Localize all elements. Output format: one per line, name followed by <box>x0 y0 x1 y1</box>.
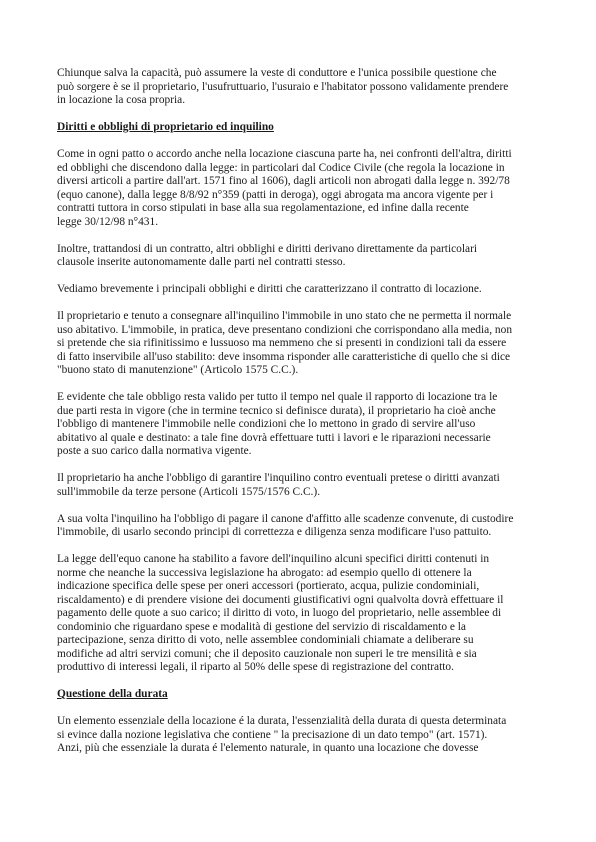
paragraph-obblighi-inquilino: A sua volta l'inquilino ha l'obbligo di pagare il canone d'affitto alle scadenze convenute, di custodire l'immobile, di usarlo secondo principi di correttezza e diligenza senza modificare l'uso pattuito. <box>57 512 514 538</box>
paragraph-obbligo-consegna: Il proprietario e tenuto a consegnare all'inquilino l'immobile in uno stato che ne permetta il normale uso abitativo. L'immobile, in pratica, deve presentano condizioni che corrispondano alla media, non si pretende che sia rifinitissimo e lussuoso ma nemmeno che si presenti in condizioni tali da essere di fatto inservibile all'uso stabilito: deve insomma risponder alle caratteristiche di quello che si dice "buono stato di manutenzione" (Articolo 1575 C.C.). <box>57 310 513 376</box>
paragraph-introduzione-obblighi: Vediamo brevemente i principali obblighi e diritti che caratterizzano il contratto di locazione. <box>57 283 482 295</box>
document-body <box>57 67 543 756</box>
paragraph-clausole-contrattuali: Inoltre, trattandosi di un contratto, altri obblighi e diritti derivano direttamente da particolari clausole inserite autonomamente dalle parti nel contratti stesso. <box>57 242 478 268</box>
paragraph-obbligo-manutenzione: E evidente che tale obbligo resta valido per tutto il tempo nel quale il rapporto di locazione tra le due parti resta in vigore (che in termine tecnico si definisce durata), il proprietario ha cioè anche l'obbligo di mantenere l'immobile nelle condizioni che lo mettono in grado di servire all'uso abitativo al quale e destinato: a tale fine dovrà effettuare tutti i lavori e le riparazioni necessarie poste a suo carico dalla normativa vigente. <box>57 391 498 457</box>
paragraph-durata: Un elemento essenziale della locazione é la durata, l'essenzialità della durata di questa determinata si evince dalla nozione legislativa che contiene " la precisazione di un dato tempo" (art. 1571). Anzi, più che essenziale la durata é l'elemento naturale, in quanto una locazione che dovesse <box>57 715 507 754</box>
heading-questione-durata: Questione della durata <box>57 688 168 700</box>
heading-diritti-obblighi: Diritti e obblighi di proprietario ed inquilino <box>57 121 274 133</box>
paragraph-garanzia-terzi: Il proprietario ha anche l'obbligo di garantire l'inquilino contro eventuali pretese o diritti avanzati sull'immobile da terze persone (Articoli 1575/1576 C.C.). <box>57 472 500 498</box>
paragraph-fonti-normative: Come in ogni patto o accordo anche nella locazione ciascuna parte ha, nei confronti dell'altra, diritti ed obblighi che discendono dalla legge: in particolari dal Codice Civile (che regola la locazione in diversi articoli a partire dall'art. 1571 fino al 1606), dagli articoli non abrogati dalla legge n. 392/78 (equo canone), dalla legge 8/8/92 n°359 (patti in deroga), oggi abrogata ma ancora vigente per i contratti tuttora in corso stipulati in base alla sua regolamentazione, ed infine dalla recente legge 30/12/98 n°431. <box>57 148 512 228</box>
paragraph-conduttore: Chiunque salva la capacità, può assumere la veste di conduttore e l'unica possibile questione che può sorgere è se il proprietario, l'usufruttuario, l'usuraio e l'habitator possono validamente prendere in locazione la cosa propria. <box>57 67 509 106</box>
paragraph-diritti-inquilino: La legge dell'equo canone ha stabilito a favore dell'inquilino alcuni specifici diritti contenuti in norme che neanche la successiva legislazione ha abrogato: ad esempio quello di ottenere la indicazione specifica delle spese per oneri accessori (portierato, acqua, pulizie condominiali, riscaldamento) e di prendere visione dei documenti giustificativi ogni qualvolta dovrà effettuare il pagamento delle quote a suo carico; il diritto di voto, in luogo del proprietario, nelle assemblee di condominio che riguardano spese e modalità di gestione del servizio di riscaldamento e la partecipazione, senza diritto di voto, nelle assemblee condominiali chiamate a deliberare su modifiche ad altri servizi comuni; che il deposito cauzionale non superi le tre mensilità e sia produttivo di interessi legali, il riparto al 50% delle spese di registrazione del contratto. <box>57 553 504 673</box>
